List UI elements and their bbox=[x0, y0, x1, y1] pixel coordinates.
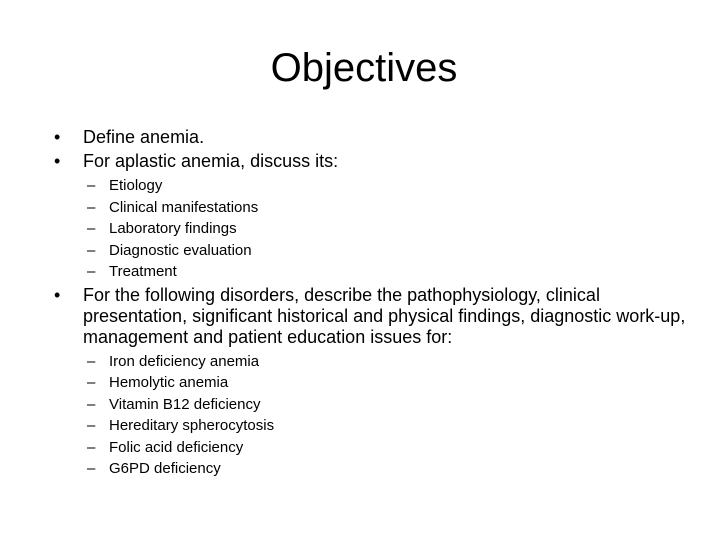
sub-text: Laboratory findings bbox=[109, 220, 237, 237]
sub-text: Hereditary spherocytosis bbox=[109, 417, 275, 434]
sub-text: Diagnostic evaluation bbox=[109, 241, 252, 259]
bullet-marker: • bbox=[54, 127, 61, 147]
slide-content bbox=[54, 127, 694, 482]
sub-marker: – bbox=[87, 417, 96, 434]
sub-item bbox=[54, 394, 694, 416]
sub-marker: – bbox=[87, 395, 96, 413]
bullet-text: For the following disorders, describe the pathophysiology, clinical presentation, significant historical and physical findings, diagnostic work-up, management and patient education issues for: bbox=[83, 284, 686, 347]
bullet-item bbox=[54, 151, 694, 172]
sub-marker: – bbox=[87, 177, 96, 194]
sub-text: Hemolytic anemia bbox=[109, 374, 229, 391]
slide-title: Objectives bbox=[270, 46, 458, 90]
sub-marker: – bbox=[87, 220, 96, 237]
sub-text: Treatment bbox=[109, 263, 177, 280]
sub-text: Iron deficiency anemia bbox=[109, 352, 260, 370]
sub-list bbox=[54, 175, 694, 283]
sub-marker: – bbox=[87, 198, 96, 216]
sub-marker: – bbox=[87, 263, 96, 280]
sub-item bbox=[54, 437, 694, 459]
bullet-text: For aplastic anemia, discuss its: bbox=[83, 151, 339, 171]
sub-marker: – bbox=[87, 352, 96, 370]
sub-text: Folic acid deficiency bbox=[109, 438, 244, 456]
sub-text: G6PD deficiency bbox=[109, 460, 221, 477]
bullet-item bbox=[54, 285, 694, 348]
sub-item bbox=[54, 415, 694, 437]
sub-marker: – bbox=[87, 438, 96, 456]
sub-marker: – bbox=[87, 374, 96, 391]
sub-text: Etiology bbox=[109, 177, 163, 194]
sub-marker: – bbox=[87, 241, 96, 259]
bullet-item bbox=[54, 127, 694, 148]
sub-text: Vitamin B12 deficiency bbox=[109, 395, 261, 413]
bullet-marker: • bbox=[54, 284, 61, 305]
sub-text: Clinical manifestations bbox=[109, 198, 259, 216]
sub-marker: – bbox=[87, 460, 96, 477]
sub-item bbox=[54, 458, 694, 480]
sub-item bbox=[54, 240, 694, 262]
sub-item bbox=[54, 372, 694, 394]
sub-item bbox=[54, 175, 694, 197]
sub-item bbox=[54, 197, 694, 219]
bullet-text: Define anemia. bbox=[83, 127, 205, 147]
sub-list bbox=[54, 351, 694, 480]
sub-item bbox=[54, 218, 694, 240]
bullet-marker: • bbox=[54, 151, 61, 171]
sub-item bbox=[54, 351, 694, 373]
sub-item bbox=[54, 261, 694, 283]
